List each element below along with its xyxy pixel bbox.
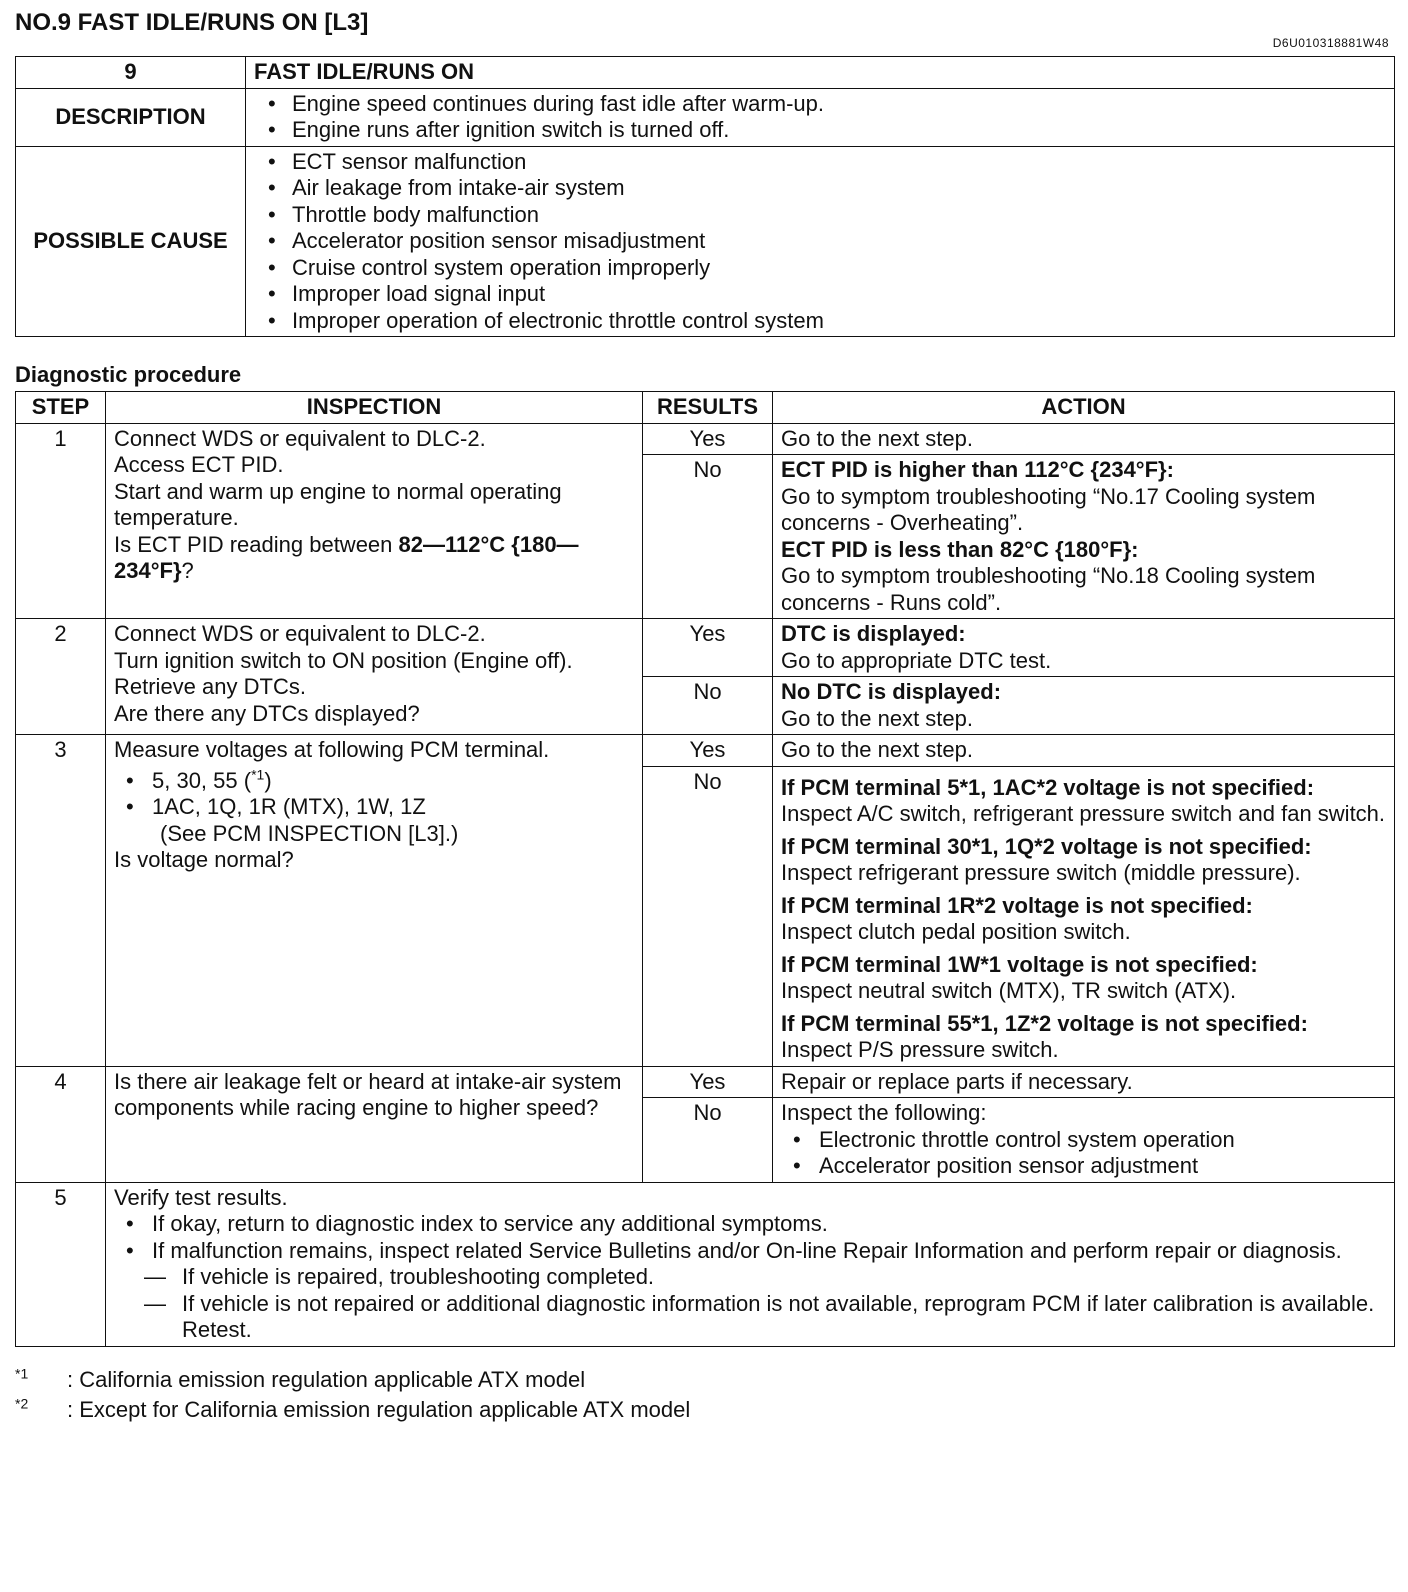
result-no: No [643, 455, 773, 619]
action-text: Go to appropriate DTC test. [781, 647, 1052, 673]
inspection-line: Retrieve any DTCs. [114, 674, 306, 699]
description-cell [246, 88, 1395, 146]
footnote-mark-text: *2 [15, 1395, 29, 1412]
terminal-text-end: ) [264, 767, 272, 793]
footnote-mark [15, 1365, 67, 1395]
question-end: ? [181, 558, 194, 583]
action-heading: ECT PID is less than 82°C {180°F}: [781, 536, 1139, 562]
step-3-inspection [106, 735, 643, 1067]
action-text: Inspect neutral switch (MTX), TR switch (ATX). [781, 978, 1237, 1003]
page-title: NO.9 FAST IDLE/RUNS ON [L3] [15, 9, 369, 36]
inspection-line: Verify test results. [114, 1184, 288, 1210]
footnote-mark-text: *1 [15, 1365, 29, 1382]
action-heading: No DTC is displayed: [781, 679, 1002, 704]
action-text: Inspect clutch pedal position switch. [781, 919, 1131, 944]
inspection-question [114, 532, 634, 585]
symptom-number: 9 [16, 57, 246, 89]
footnote-ref: *1 [251, 766, 265, 783]
step-1-inspection [106, 423, 643, 619]
result-no: No [643, 677, 773, 735]
step-number: 2 [16, 619, 106, 735]
cause-item: • Accelerator position sensor misadjustment [254, 228, 1386, 255]
cause-item: • ECT sensor malfunction [254, 149, 1386, 176]
column-header-action: ACTION [773, 392, 1395, 424]
terminal-text: 1AC, 1Q, 1R (MTX), 1W, 1Z [152, 794, 426, 819]
inspection-line: Turn ignition switch to ON position (Engine off). [114, 647, 573, 673]
summary-header-row [16, 57, 1395, 89]
description-row [16, 88, 1395, 146]
footnote-mark [15, 1395, 67, 1425]
cause-item: • Cruise control system operation improperly [254, 255, 1386, 282]
action-text: Inspect A/C switch, refrigerant pressure switch and fan switch. [781, 801, 1386, 826]
description-item: • Engine runs after ignition switch is turned off. [254, 117, 1386, 144]
column-header-step: STEP [16, 392, 106, 424]
action-no [773, 1098, 1395, 1183]
result-yes: Yes [643, 619, 773, 677]
diagnostic-header-row [16, 392, 1395, 424]
step-5-inspection [106, 1182, 1395, 1346]
verify-item [114, 1238, 1386, 1265]
result-yes: Yes [643, 1066, 773, 1098]
symptom-name: FAST IDLE/RUNS ON [246, 57, 1395, 89]
step-4-yes-row [16, 1066, 1395, 1098]
result-no: No [643, 1098, 773, 1183]
action-no [773, 455, 1395, 619]
step-5-row [16, 1182, 1395, 1346]
action-heading: If PCM terminal 1W*1 voltage is not specified: [781, 951, 1258, 977]
inspection-line: Are there any DTCs displayed? [114, 700, 420, 726]
cause-item: • Improper operation of electronic throttle control system [254, 308, 1386, 335]
column-header-results: RESULTS [643, 392, 773, 424]
section-title: Diagnostic procedure [15, 362, 242, 387]
action-heading: If PCM terminal 1R*2 voltage is not specified: [781, 892, 1253, 918]
result-yes: Yes [643, 423, 773, 455]
step-1-yes-row [16, 423, 1395, 455]
summary-table [15, 56, 1395, 337]
action-text: Inspect refrigerant pressure switch (middle pressure). [781, 860, 1301, 885]
action-yes: Go to the next step. [773, 423, 1395, 455]
possible-cause-row [16, 146, 1395, 337]
action-heading: ECT PID is higher than 112°C {234°F}: [781, 457, 1174, 482]
action-text: Go to the next step. [781, 705, 974, 731]
footnotes [15, 1365, 1395, 1425]
possible-cause-label: POSSIBLE CAUSE [16, 146, 246, 337]
terminal-text: 5, 30, 55 ( [152, 767, 252, 793]
terminal-item [114, 768, 634, 795]
inspection-line: Start and warm up engine to normal operating temperature. [114, 478, 562, 530]
footnote [15, 1395, 1395, 1425]
action-no [773, 766, 1395, 1066]
step-number: 4 [16, 1066, 106, 1182]
action-yes: Go to the next step. [773, 735, 1395, 767]
possible-cause-cell [246, 146, 1395, 337]
inspect-item: • Accelerator position sensor adjustment [781, 1153, 1386, 1180]
cause-item: • Improper load signal input [254, 281, 1386, 308]
inspect-item: • Electronic throttle control system operation [781, 1127, 1386, 1154]
inspection-question: Is voltage normal? [114, 847, 294, 872]
result-no: No [643, 766, 773, 1066]
action-no [773, 677, 1395, 735]
step-2-yes-row [16, 619, 1395, 677]
inspection-line: Access ECT PID. [114, 452, 284, 477]
diagnostic-table [15, 391, 1395, 1347]
footnote-text: : Except for California emission regulation applicable ATX model [67, 1396, 691, 1422]
verify-subitem: — If vehicle is not repaired or additional diagnostic information is not available, reprogram PCM if later calibration is available. Retest. [144, 1291, 1386, 1344]
action-yes: Repair or replace parts if necessary. [773, 1066, 1395, 1098]
action-yes [773, 619, 1395, 677]
description-item: • Engine speed continues during fast idle after warm-up. [254, 91, 1386, 118]
inspection-line: Connect WDS or equivalent to DLC-2. [114, 425, 486, 451]
step-3-yes-row [16, 735, 1395, 767]
question-range: 82—112°C {180—234°F} [114, 531, 579, 583]
action-heading: If PCM terminal 30*1, 1Q*2 voltage is not specified: [781, 833, 1312, 859]
step-number: 3 [16, 735, 106, 1067]
question-text: Is ECT PID reading between [114, 531, 399, 557]
verify-item: • If okay, return to diagnostic index to service any additional symptoms. [114, 1211, 1386, 1238]
step-number: 1 [16, 423, 106, 619]
verify-subitem: — If vehicle is repaired, troubleshooting completed. [144, 1264, 1386, 1291]
document-code: D6U010318881W48 [1272, 36, 1389, 50]
action-heading: DTC is displayed: [781, 621, 966, 646]
action-text: Inspect the following: [781, 1100, 987, 1125]
action-text: Go to symptom troubleshooting “No.18 Cooling system concerns - Runs cold”. [781, 563, 1316, 615]
action-heading: If PCM terminal 5*1, 1AC*2 voltage is not specified: [781, 774, 1315, 800]
result-yes: Yes [643, 735, 773, 767]
step-4-inspection: Is there air leakage felt or heard at intake-air system components while racing engine to higher speed? [106, 1066, 643, 1182]
action-text: Go to symptom troubleshooting “No.17 Cooling system concerns - Overheating”. [781, 483, 1316, 535]
document-page [15, 6, 1395, 1425]
inspection-line: Measure voltages at following PCM terminal. [114, 737, 550, 762]
verify-text: If malfunction remains, inspect related Service Bulletins and/or On-line Repair Information and perform repair or diagnosis. [152, 1237, 1342, 1263]
action-text: Inspect P/S pressure switch. [781, 1037, 1059, 1062]
terminal-note: (See PCM INSPECTION [L3].) [160, 820, 459, 846]
description-label: DESCRIPTION [16, 88, 246, 146]
inspection-line: Connect WDS or equivalent to DLC-2. [114, 621, 486, 646]
footnote [15, 1365, 1395, 1395]
cause-item: • Throttle body malfunction [254, 202, 1386, 229]
cause-item: • Air leakage from intake-air system [254, 175, 1386, 202]
column-header-inspection: INSPECTION [106, 392, 643, 424]
step-number: 5 [16, 1182, 106, 1346]
terminal-item [114, 794, 634, 847]
step-2-inspection [106, 619, 643, 735]
action-heading: If PCM terminal 55*1, 1Z*2 voltage is not specified: [781, 1010, 1308, 1036]
footnote-text: : California emission regulation applicable ATX model [67, 1366, 586, 1392]
